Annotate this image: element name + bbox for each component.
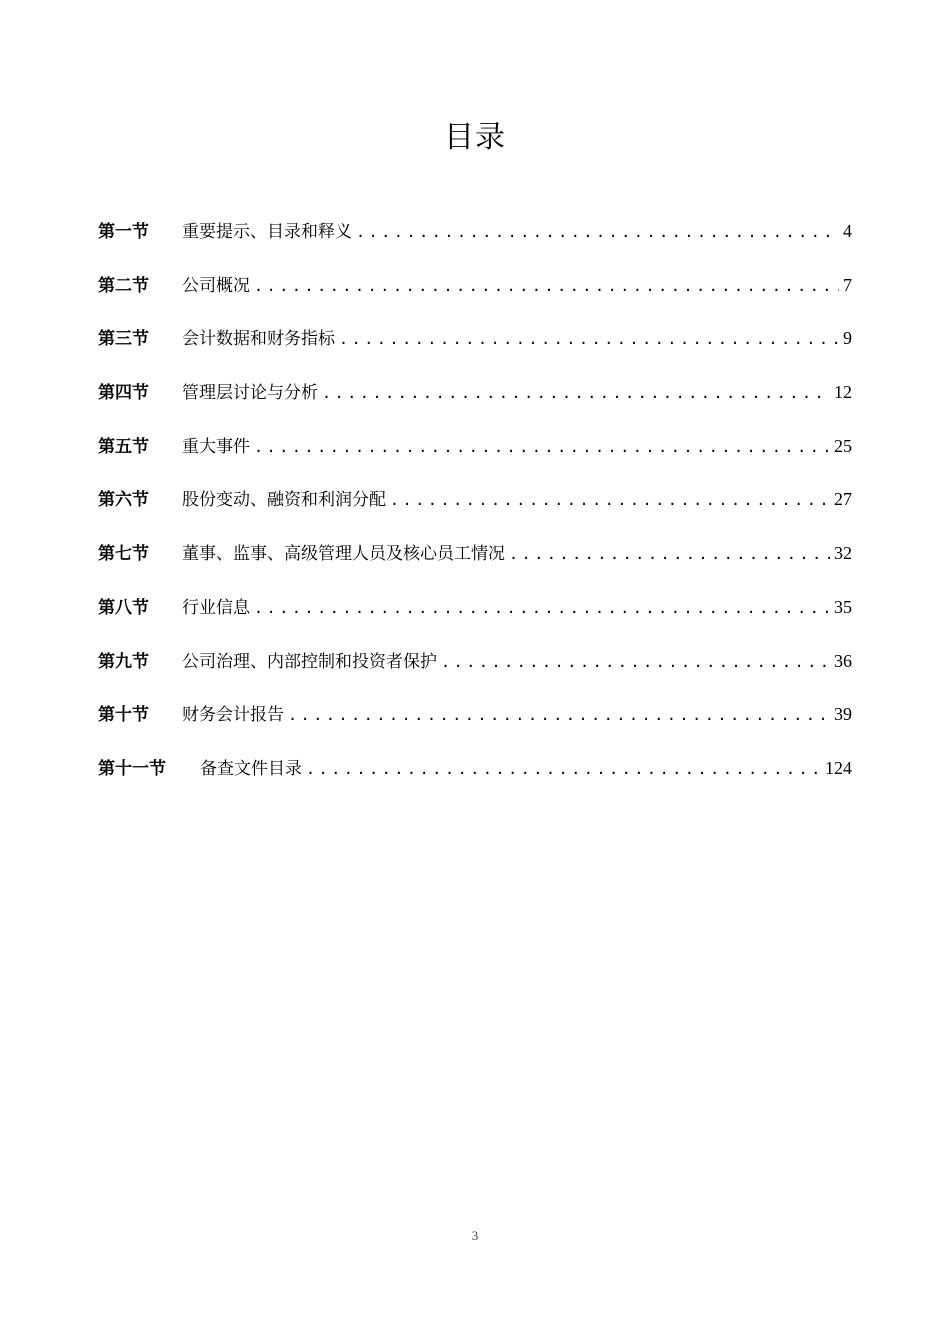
toc-section-number: 第六节 <box>98 490 149 511</box>
toc-section-number: 第八节 <box>98 597 149 618</box>
toc-leader-dots <box>339 322 839 356</box>
toc-entry[interactable] <box>98 751 852 805</box>
toc-page-number: 4 <box>843 221 852 241</box>
toc-entry[interactable] <box>98 268 852 322</box>
toc-leader-dots <box>254 269 839 303</box>
toc-entry[interactable] <box>98 482 852 536</box>
toc-entry[interactable] <box>98 590 852 644</box>
toc-leader-dots <box>322 376 830 410</box>
toc-section-title: 董事、监事、高级管理人员及核心员工情况 <box>182 544 505 565</box>
toc-leader-dots <box>254 430 830 464</box>
toc-leader-dots <box>306 752 821 786</box>
toc-entry[interactable] <box>98 644 852 698</box>
toc-section-title: 公司概况 <box>182 275 250 296</box>
toc-leader-dots <box>509 537 830 571</box>
toc-entry[interactable] <box>98 697 852 751</box>
toc-entry[interactable] <box>98 375 852 429</box>
toc-section-number: 第七节 <box>98 544 149 565</box>
toc-section-title: 管理层讨论与分析 <box>182 383 318 404</box>
table-of-contents <box>98 214 852 805</box>
toc-page-number: 7 <box>843 274 852 295</box>
toc-leader-dots <box>356 215 839 249</box>
toc-section-title: 公司治理、内部控制和投资者保护 <box>182 651 437 672</box>
toc-page-number: 124 <box>825 757 852 778</box>
toc-section-number: 第十节 <box>98 705 149 726</box>
toc-section-number: 第四节 <box>98 383 149 404</box>
page-footer-number: 3 <box>471 1228 479 1243</box>
toc-leader-dots <box>441 645 830 679</box>
toc-leader-dots <box>288 698 830 732</box>
toc-section-title: 股份变动、融资和利润分配 <box>182 490 386 511</box>
toc-section-number: 第一节 <box>98 222 149 242</box>
toc-section-title: 重大事件 <box>182 436 250 457</box>
toc-page-number: 35 <box>834 596 852 617</box>
page-title: 目录 <box>444 120 506 155</box>
toc-section-title: 会计数据和财务指标 <box>182 329 335 350</box>
toc-entry[interactable] <box>98 321 852 375</box>
toc-entry[interactable] <box>98 429 852 483</box>
toc-page-number: 39 <box>834 704 852 725</box>
toc-section-number: 第九节 <box>98 651 149 672</box>
toc-section-number: 第五节 <box>98 436 149 457</box>
toc-section-title: 财务会计报告 <box>182 705 284 726</box>
toc-page-number: 9 <box>843 328 852 349</box>
toc-section-title: 备查文件目录 <box>200 758 302 779</box>
toc-section-number: 第二节 <box>98 275 149 296</box>
toc-entry[interactable] <box>98 536 852 590</box>
toc-entry[interactable] <box>98 214 852 268</box>
toc-leader-dots <box>254 591 830 625</box>
toc-section-title: 重要提示、目录和释义 <box>182 222 352 242</box>
toc-section-title: 行业信息 <box>182 597 250 618</box>
toc-section-number: 第三节 <box>98 329 149 350</box>
toc-page-number: 32 <box>834 543 852 564</box>
toc-page-number: 36 <box>834 650 852 671</box>
toc-section-number: 第十一节 <box>98 758 166 779</box>
toc-page-number: 25 <box>834 435 852 456</box>
toc-page-number: 12 <box>834 382 852 403</box>
toc-page-number: 27 <box>834 489 852 510</box>
toc-leader-dots <box>390 483 830 517</box>
